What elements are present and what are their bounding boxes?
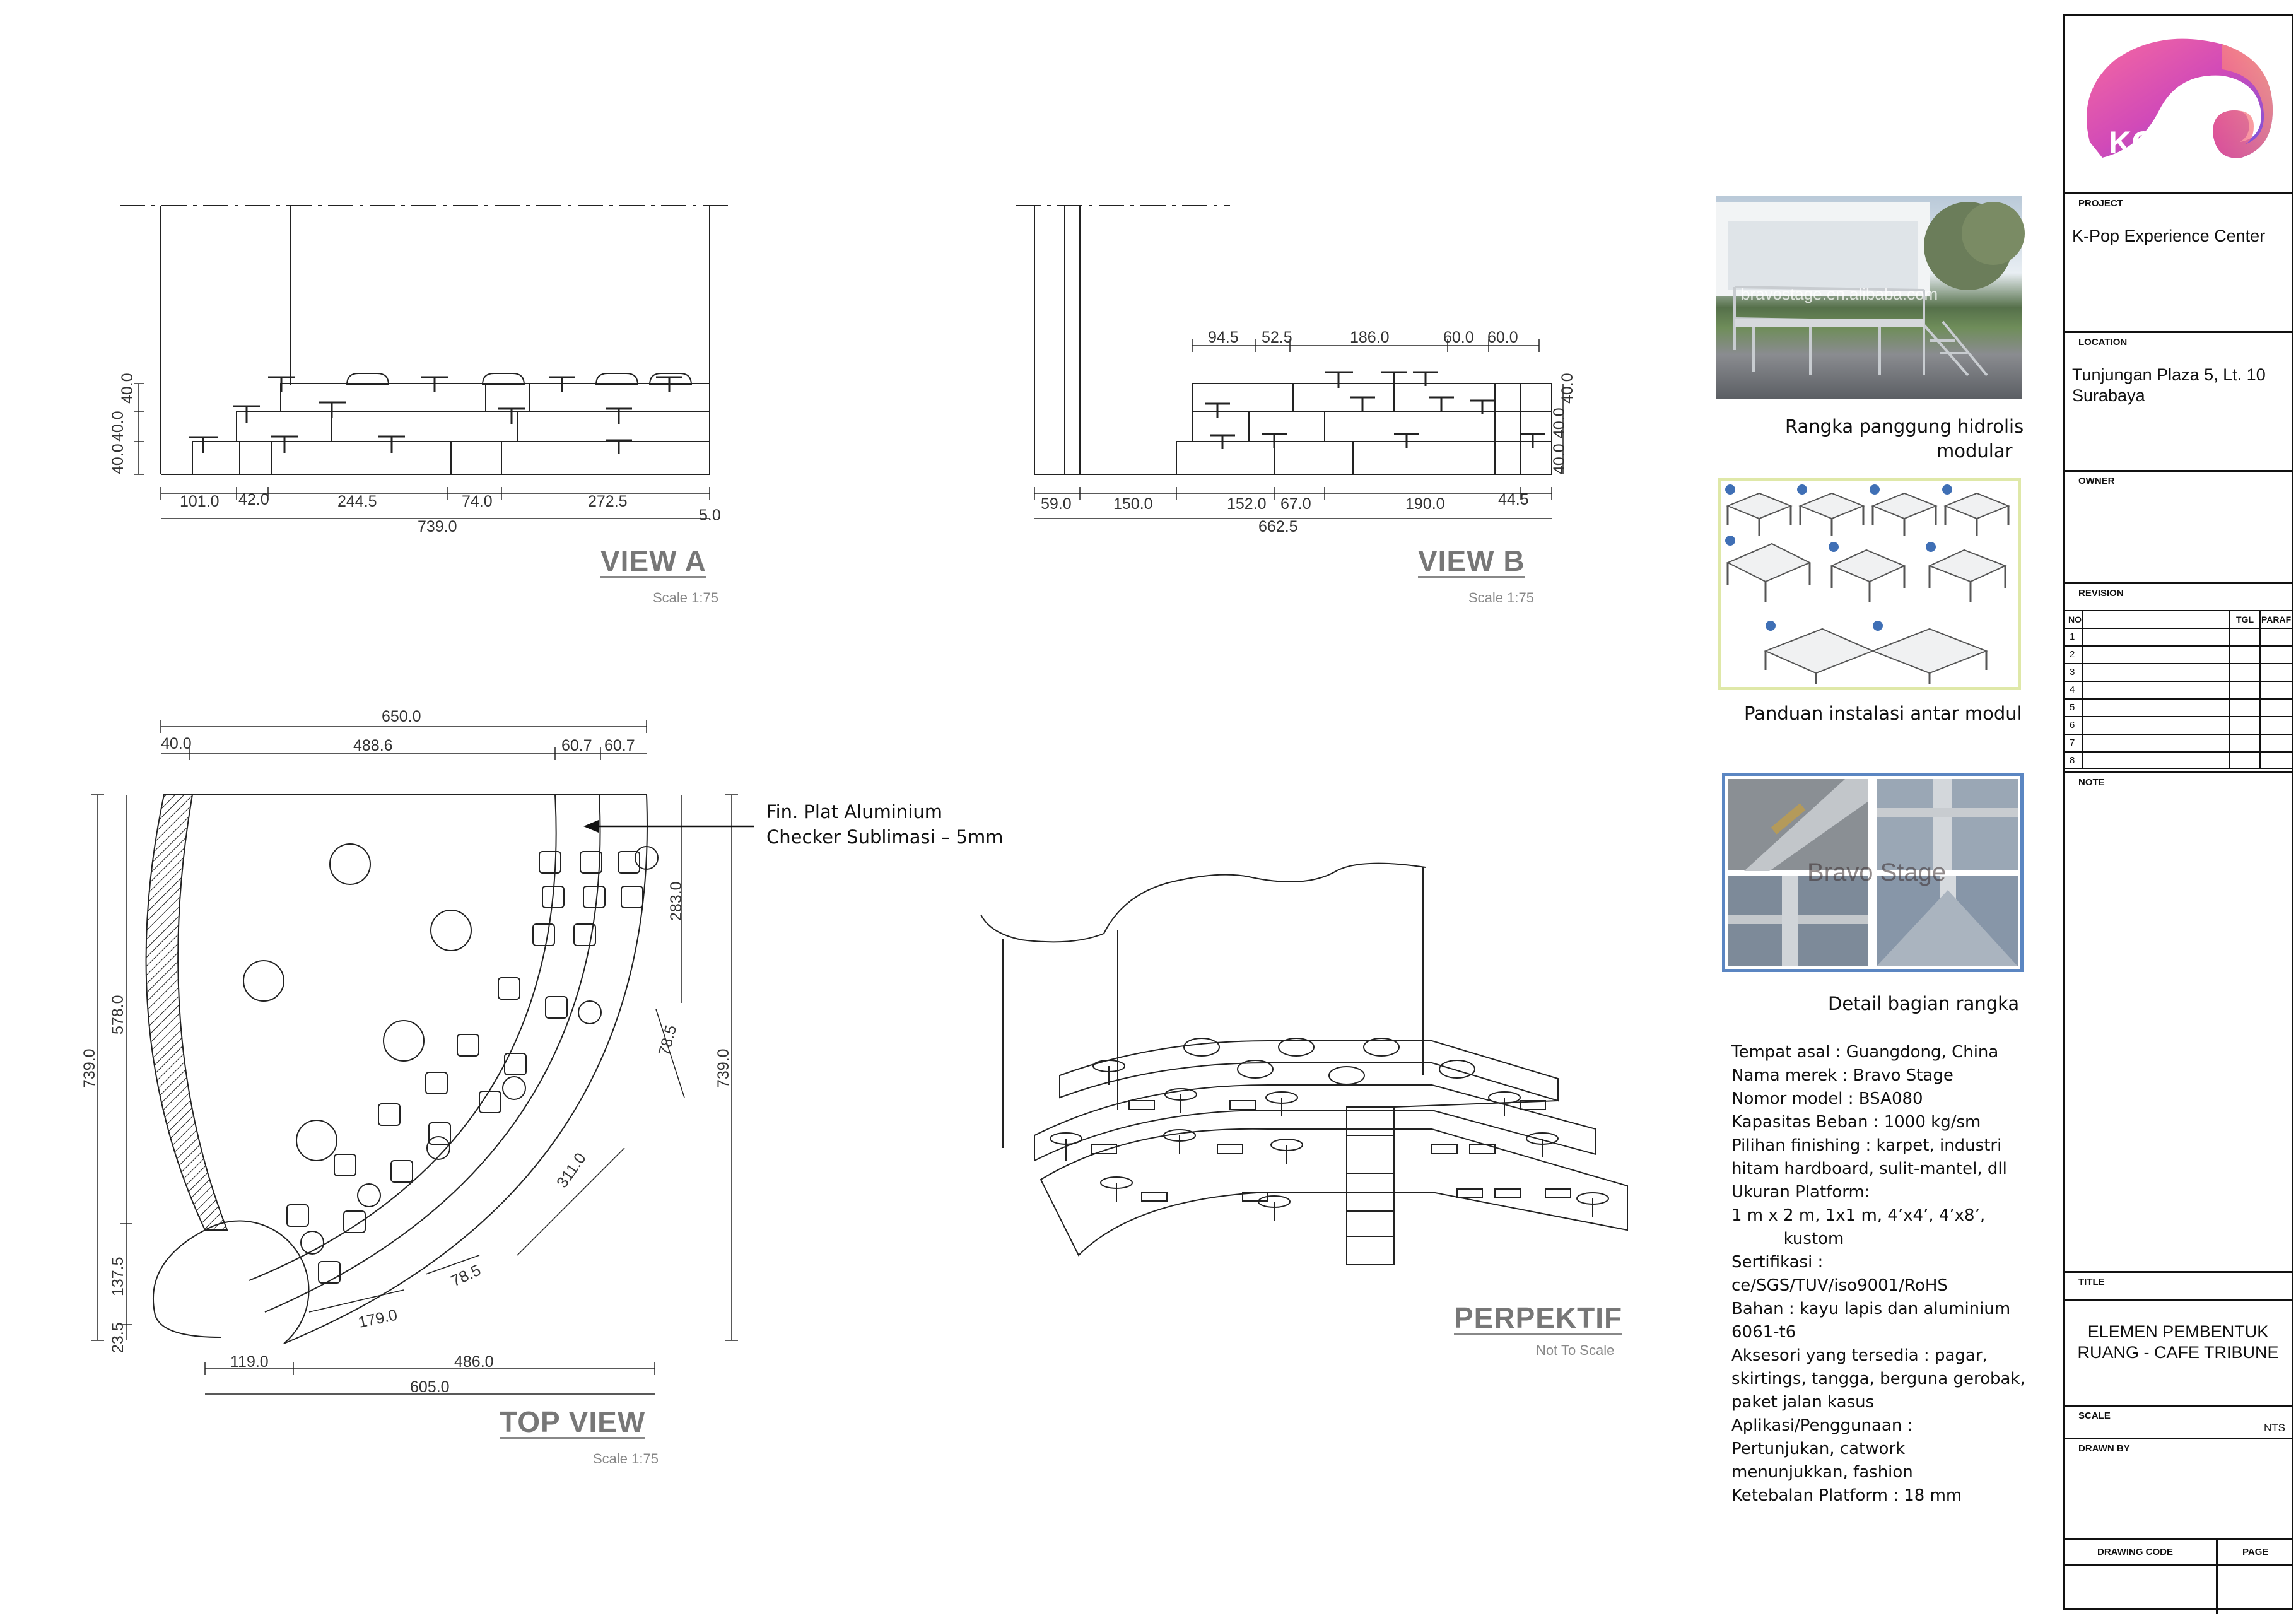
view-a-dim-side-2: 40.0 [109,411,127,442]
perspective-scale: Not To Scale [1536,1342,1615,1358]
top-dim-607a: 60.7 [561,737,592,754]
spec-thickness: Ketebalan Platform : 18 mm [1731,1486,1962,1505]
spec-list [1731,1041,2034,1508]
perspective-title: PERPEKTIF [1454,1301,1623,1334]
note-label: NOTE [2078,777,2105,788]
rev-row-7: 7 [2070,737,2075,748]
location-label: LOCATION [2078,337,2128,348]
view-a-dim-total: 739.0 [418,518,457,536]
top-dim-119: 119.0 [230,1353,269,1371]
top-dim-235: 23.5 [109,1322,127,1353]
title-block [2063,14,2293,1610]
page-label: PAGE [2242,1547,2269,1557]
drawing-code-section [2065,1538,2292,1612]
view-b-dim-side-2: 40.0 [1550,407,1568,438]
title-label: TITLE [2078,1277,2105,1287]
view-b-dim-bottom-1: 59.0 [1041,495,1072,513]
view-a-dim-side-3: 40.0 [109,443,127,474]
drawing-code-label: DRAWING CODE [2097,1547,2173,1557]
spec-capacity: Kapasitas Beban : 1000 kg/sm [1731,1113,1981,1132]
callout-line-2: Checker Sublimasi – 5mm [766,826,1004,848]
revision-table [2065,611,2292,768]
photo1-caption-1: Rangka panggung hidrolis [1785,416,2024,437]
view-a-dim-3: 244.5 [337,493,377,510]
view-b-dim-upper-4: 60.0 [1443,329,1474,346]
frame-detail-graphic [1725,776,2020,969]
top-dim-650: 650.0 [382,708,421,725]
perspective-drawing [978,858,1646,1280]
rev-header-paraf: PARAF [2261,614,2292,624]
location-section [2065,331,2292,470]
top-dim-739-left: 739.0 [81,1048,98,1088]
installation-guide-photo [1718,478,2021,690]
view-b-drawing [1009,189,1602,542]
logo-text: KO [2109,125,2156,160]
spec-accessories: Aksesori yang tersedia : pagar, skirtings, tangga, berguna gerobak, paket jalan kasus [1731,1346,2025,1412]
view-b-dim-total: 662.5 [1258,518,1298,536]
view-b-dim-upper-1: 94.5 [1208,329,1239,346]
project-label: PROJECT [2078,198,2123,209]
spec-material: Bahan : kayu lapis dan aluminium 6061-t6 [1731,1299,2011,1342]
spec-platform-size-label: Ukuran Platform: [1731,1183,1870,1202]
view-b-dim-side-3: 40.0 [1550,443,1568,474]
drawing-code-divider [2216,1540,2218,1614]
view-a-dim-4: 74.0 [462,493,493,510]
top-dim-785a: 78.5 [655,1023,681,1058]
top-dim-1375: 137.5 [109,1257,127,1296]
top-view-scale: Scale 1:75 [593,1451,659,1467]
view-b-dim-side-1: 40.0 [1559,373,1576,404]
project-section [2065,192,2292,331]
title-line-divider [2065,1299,2292,1301]
view-b-dim-upper-2: 52.5 [1262,329,1292,346]
top-view-title: TOP VIEW [500,1405,646,1438]
frame-detail-photo [1722,773,2024,972]
kox-logo [2065,16,2292,192]
top-view-drawing [76,706,788,1407]
view-b-dim-bottom-3: 152.0 [1227,495,1267,513]
spec-brand: Nama merek : Bravo Stage [1731,1066,1953,1085]
installation-guide-graphic [1721,481,2018,687]
top-dim-283: 283.0 [667,881,685,921]
title-value-1: ELEMEN PEMBENTUK [2087,1322,2269,1341]
top-dim-488: 488.6 [353,737,393,754]
drawn-by-label: DRAWN BY [2078,1443,2130,1454]
rev-row-5: 5 [2070,702,2075,713]
top-dim-739-right: 739.0 [715,1048,732,1088]
spec-origin: Tempat asal : Guangdong, China [1731,1043,1999,1062]
top-dim-578: 578.0 [109,995,127,1034]
view-b-title: VIEW B [1418,544,1525,577]
rev-header-tgl: TGL [2236,614,2254,624]
drawing-code-subline [2065,1564,2292,1566]
view-b-dim-upper-3: 186.0 [1350,329,1390,346]
view-b-dim-upper-5: 60.0 [1487,329,1518,346]
callout-arrow [583,817,773,836]
drawn-by-section [2065,1438,2292,1538]
scale-label: SCALE [2078,1410,2111,1421]
location-value-2: Surabaya [2072,386,2145,405]
photo3-watermark: Bravo Stage [1807,858,1947,886]
project-value: K-Pop Experience Center [2072,226,2266,245]
view-a-dim-5: 272.5 [588,493,628,510]
view-b-dim-bottom-5: 190.0 [1405,495,1445,513]
spec-finishing: Pilihan finishing : karpet, industri hitam hardboard, sulit-mantel, dll [1731,1136,2007,1178]
top-dim-785b: 78.5 [448,1261,484,1291]
owner-label: OWNER [2078,476,2115,486]
view-b-dim-bottom-6: 44.5 [1498,491,1529,508]
photo1-watermark: bravostage.en.alibaba.com [1741,284,1938,303]
photo3-caption: Detail bagian rangka [1828,993,2020,1014]
top-dim-607b: 60.7 [604,737,635,754]
rev-row-3: 3 [2070,667,2075,677]
stage-frame-photo [1716,196,2022,399]
callout-line-1: Fin. Plat Aluminium [766,801,942,823]
view-b-dim-bottom-4: 67.0 [1280,495,1311,513]
view-a-dim-1: 101.0 [180,493,220,510]
rev-row-4: 4 [2070,684,2075,695]
view-b-dim-bottom-2: 150.0 [1113,495,1153,513]
top-dim-486: 486.0 [454,1353,494,1371]
spec-model: Nomor model : BSA080 [1731,1089,1923,1108]
spec-application: Aplikasi/Penggunaan : Pertunjukan, catwork menunjukkan, fashion [1731,1416,1913,1482]
stage-frame-graphic [1716,196,2022,399]
rev-row-6: 6 [2070,720,2075,730]
spec-certification: Sertifikasi : ce/SGS/TUV/iso9001/RoHS [1731,1253,1948,1295]
spec-platform-size: 1 m x 2 m, 1x1 m, 4’x4’, 4’x8’, kustom [1731,1206,1986,1248]
rev-row-8: 8 [2070,755,2075,766]
owner-section [2065,470,2292,582]
rev-row-2: 2 [2070,649,2075,660]
scale-value: NTS [2264,1422,2285,1434]
view-a-scale: Scale 1:75 [653,590,718,606]
view-a-dim-right: 5.0 [699,507,721,524]
logo-area [2065,16,2292,192]
view-b-scale: Scale 1:75 [1468,590,1534,606]
rev-row-1: 1 [2070,631,2075,642]
note-section [2065,771,2292,1271]
photo2-caption: Panduan instalasi antar modul [1744,703,2022,724]
title-value-2: RUANG - CAFE TRIBUNE [2077,1343,2279,1362]
revision-section [2065,582,2292,771]
location-value-1: Tunjungan Plaza 5, Lt. 10 [2072,365,2266,384]
revision-grid [2065,611,2292,768]
view-a-dim-side-1: 40.0 [119,373,136,404]
scale-section [2065,1405,2292,1438]
top-dim-605: 605.0 [410,1378,450,1396]
top-dim-179: 179.0 [356,1306,399,1332]
rev-header-no: NO [2068,614,2082,624]
logo-sup: x [2159,118,2169,139]
photo1-caption-2: modular [1936,440,2013,462]
revision-label: REVISION [2078,588,2124,599]
view-a-dim-2: 42.0 [238,491,269,508]
title-section [2065,1271,2292,1405]
view-a-drawing [109,189,751,542]
view-a-title: VIEW A [600,544,706,577]
top-dim-40: 40.0 [161,735,192,753]
top-dim-311: 311.0 [553,1149,590,1192]
